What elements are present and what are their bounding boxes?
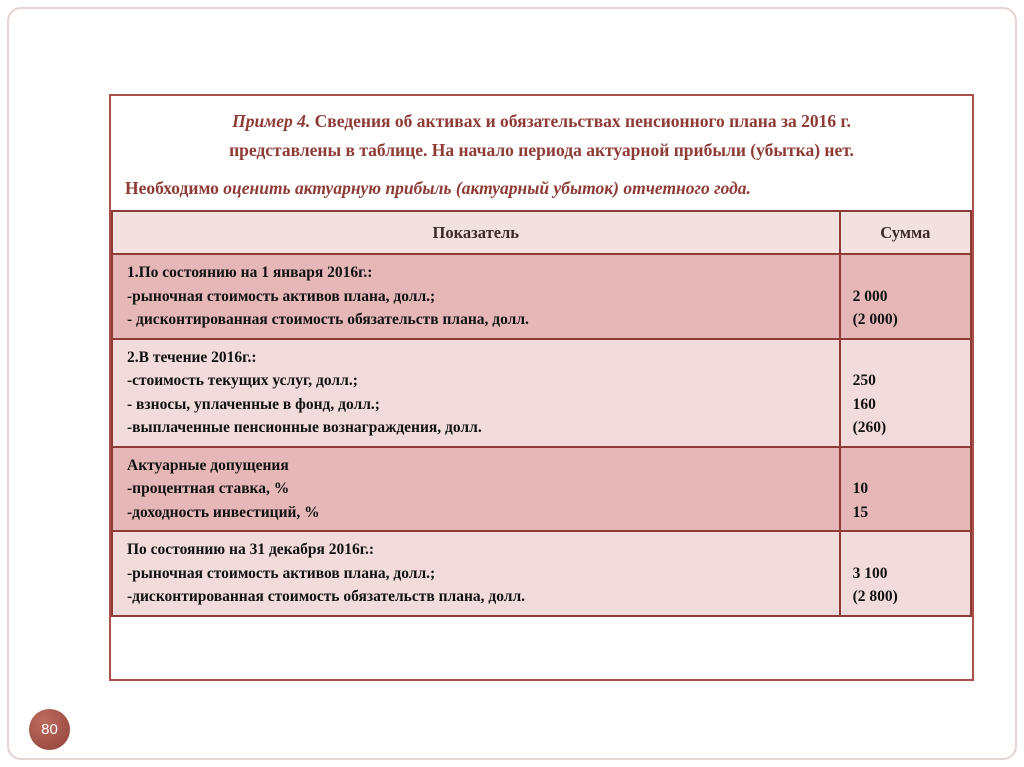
indicator-cell — [112, 339, 840, 447]
intro-text — [111, 96, 972, 203]
table-row — [112, 531, 971, 616]
amount-line: 10 — [852, 480, 869, 497]
table-row — [112, 447, 971, 532]
example-label: Пример 4. — [232, 111, 311, 131]
amount-line — [853, 346, 958, 370]
amount-line — [853, 538, 958, 562]
amount-line: 160 — [852, 395, 876, 413]
indicator-line: -доходность инвестиций, % — [127, 503, 320, 521]
header-indicator: Показатель — [112, 211, 840, 254]
indicator-line: -стоимость текущих услуг, долл.; — [127, 372, 358, 389]
intro-line-2-text: представлены в таблице. На начало периода актуарной прибыли (убытка) нет. — [229, 140, 854, 160]
page-number-badge — [29, 709, 70, 750]
amount-cell — [840, 254, 971, 339]
pension-plan-table — [111, 210, 972, 617]
amount-line: 250 — [852, 372, 876, 389]
intro-line-2 — [125, 136, 958, 165]
table-row — [112, 339, 971, 447]
indicator-cell — [112, 254, 840, 339]
indicator-line: - взносы, уплаченные в фонд, долл.; — [127, 395, 380, 413]
amount-line: 3 100 — [852, 564, 888, 582]
slide-frame — [7, 7, 1017, 760]
indicator-line: -рыночная стоимость активов плана, долл.; — [127, 287, 436, 305]
indicator-line: -дисконтированная стоимость обязательств плана, долл. — [127, 588, 526, 605]
intro-line-1 — [125, 107, 958, 136]
amount-line: 2 000 — [852, 287, 888, 305]
table-header-row — [112, 211, 971, 254]
amount-line: (260) — [852, 419, 887, 436]
indicator-line: - дисконтированная стоимость обязательств плана, долл. — [127, 311, 529, 328]
amount-line: (2 000) — [852, 311, 898, 328]
indicator-cell — [112, 447, 840, 532]
amount-line — [853, 454, 958, 478]
indicator-cell — [112, 531, 840, 616]
amount-line: (2 800) — [852, 588, 898, 605]
task-italic: оценить актуарную прибыль (актуарный убыток) отчетного года. — [223, 178, 751, 198]
amount-line — [853, 261, 958, 285]
indicator-line: -рыночная стоимость активов плана, долл.; — [127, 564, 436, 582]
table-row — [112, 254, 971, 339]
intro-line-1-text: Сведения об активах и обязательствах пенсионного плана за 2016 г. — [314, 111, 851, 131]
amount-cell — [840, 447, 971, 532]
content-box — [109, 94, 974, 681]
amount-cell — [840, 339, 971, 447]
amount-cell — [840, 531, 971, 616]
indicator-line: По состоянию на 31 декабря 2016г.: — [127, 541, 375, 558]
indicator-line: -процентная ставка, % — [127, 480, 290, 497]
amount-line: 15 — [852, 503, 869, 521]
header-amount: Сумма — [840, 211, 971, 254]
task-line — [125, 174, 958, 203]
indicator-line: Актуарные допущения — [127, 456, 289, 474]
indicator-line: 1.По состоянию на 1 января 2016г.: — [127, 264, 373, 281]
indicator-line: 2.В течение 2016г.: — [127, 348, 257, 366]
task-prefix: Необходимо — [125, 178, 219, 198]
indicator-line: -выплаченные пенсионные вознаграждения, долл. — [127, 419, 482, 436]
page-number: 80 — [41, 721, 58, 738]
